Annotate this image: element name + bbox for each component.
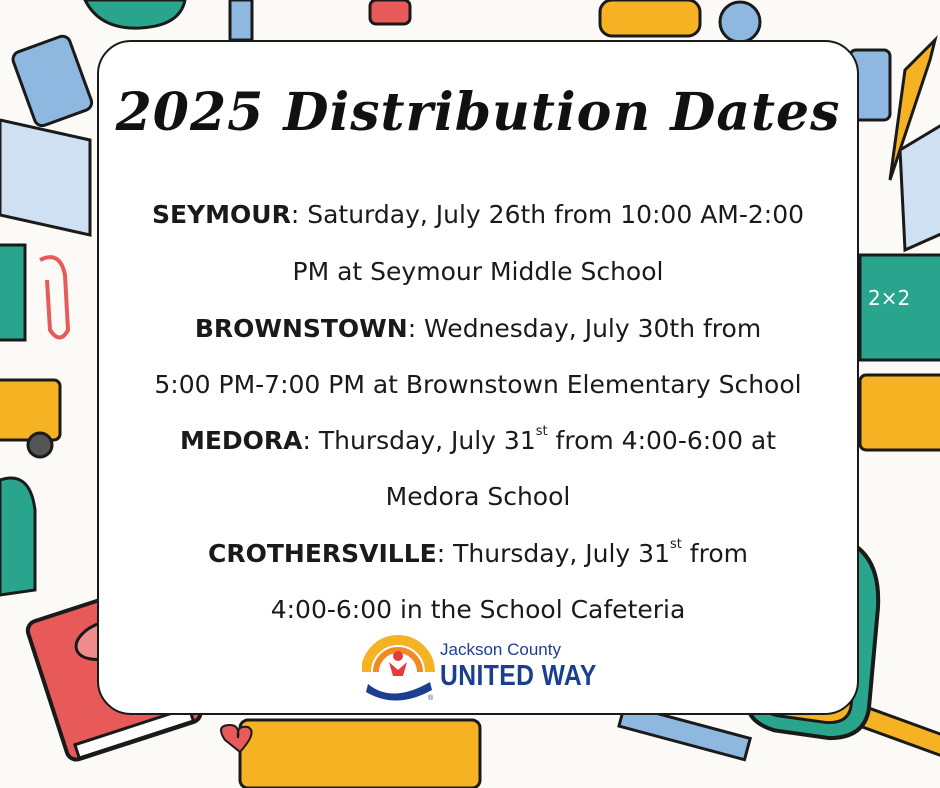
location-medora: MEDORA <box>179 426 303 455</box>
seymour-line2: PM at Seymour Middle School <box>292 257 664 286</box>
crothersville-line1 <box>97 539 859 568</box>
location-crothersville: CROTHERSVILLE <box>208 539 437 568</box>
brownstown-line1 <box>97 314 859 343</box>
medora-details: : Thursday, July 31 <box>302 426 536 455</box>
pencil-doodle <box>230 0 252 40</box>
bus-bottom-doodle <box>240 720 480 788</box>
marker-doodle <box>370 0 410 24</box>
book-right-doodle <box>900 120 940 250</box>
ordinal-suffix: st <box>535 424 548 439</box>
medora-line1 <box>97 426 859 455</box>
bus-right-doodle <box>860 375 940 450</box>
chalk-formula: 2×2 <box>868 286 911 310</box>
pencil-bottom-right-doodle <box>859 707 940 757</box>
seymour-details: : Saturday, July 26th from 10:00 AM-2:00 <box>290 200 805 229</box>
backpack-left-doodle <box>0 478 35 595</box>
bus-left-doodle <box>0 380 60 440</box>
ordinal-suffix: st <box>669 537 682 552</box>
crothersville-from: from <box>681 539 748 568</box>
crothersville-details: : Thursday, July 31 <box>436 539 670 568</box>
compass-doodle <box>720 2 760 42</box>
page-title: 2025 Distribution Dates <box>115 82 841 143</box>
brownstown-line2: 5:00 PM-7:00 PM at Brownstown Elementary School <box>154 370 802 399</box>
medora-line2: Medora School <box>385 482 571 511</box>
brownstown-details: : Wednesday, July 30th from <box>407 314 762 343</box>
chalkboard-left-doodle <box>0 245 25 340</box>
logo-line1: Jackson County <box>440 640 561 659</box>
open-book-doodle <box>0 120 90 235</box>
crothersville-line2: 4:00-6:00 in the School Cafeteria <box>270 595 686 624</box>
cup-doodle <box>11 34 94 128</box>
seymour-line1 <box>97 200 859 229</box>
paperclip-doodle <box>40 257 68 337</box>
medora-time: from 4:00-6:00 at <box>547 426 777 455</box>
location-seymour: SEYMOUR <box>151 200 291 229</box>
teal-blob-doodle <box>85 0 185 28</box>
registered-mark: ® <box>428 695 434 702</box>
bus-wheel-doodle <box>28 433 52 457</box>
logo-line2: UNITED WAY <box>440 660 597 692</box>
location-brownstown: BROWNSTOWN <box>194 314 408 343</box>
yellow-tube-doodle <box>600 0 700 36</box>
